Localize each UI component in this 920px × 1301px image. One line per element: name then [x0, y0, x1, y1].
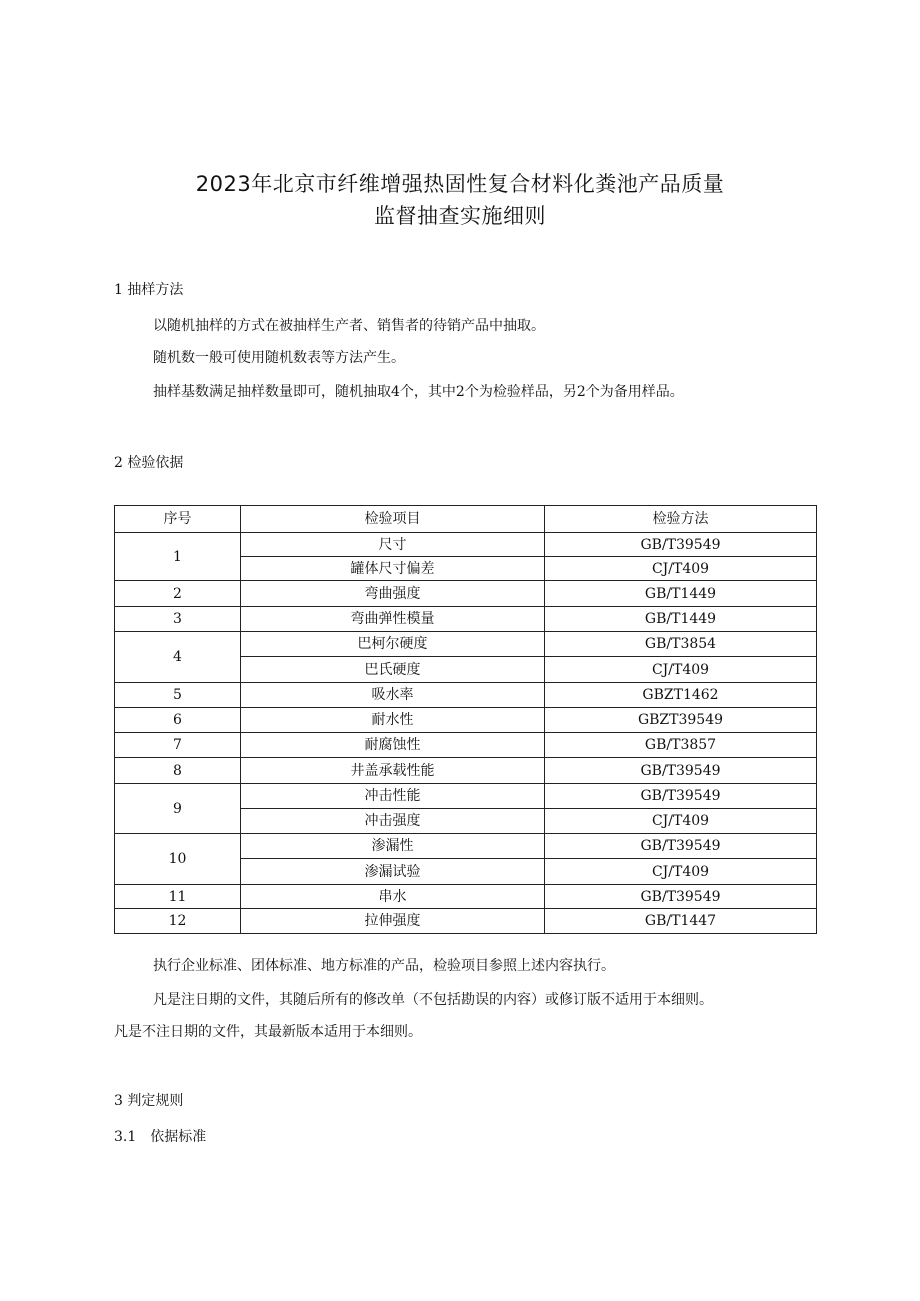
table-cell-item: 渗漏性 [241, 834, 545, 859]
table-row [115, 607, 817, 632]
table-cell-item: 井盖承载性能 [241, 758, 545, 784]
table-cell-method: GB/T39549 [545, 533, 817, 557]
table-cell-method: GB/T3857 [545, 733, 817, 758]
table-cell-item: 巴氏硬度 [241, 657, 545, 683]
table-header-cell: 检验方法 [545, 506, 817, 533]
table-cell-no: 12 [115, 909, 241, 934]
table-cell-item: 渗漏试验 [241, 859, 545, 885]
table-row [115, 909, 817, 934]
section1-paragraph: 以随机抽样的方式在被抽样生产者、销售者的待销产品中抽取。 [153, 318, 545, 334]
table-cell-method: CJ/T409 [545, 809, 817, 834]
section2-note: 执行企业标准、团体标准、地方标准的产品，检验项目参照上述内容执行。 [153, 958, 615, 974]
table-cell-item: 吸水率 [241, 683, 545, 708]
table-cell-method: GB/T1447 [545, 909, 817, 934]
table-row [115, 733, 817, 758]
table-cell-item: 巴柯尔硬度 [241, 632, 545, 657]
table-cell-method: CJ/T409 [545, 557, 817, 581]
table-cell-method: CJ/T409 [545, 859, 817, 885]
section3-heading: 3 判定规则 [114, 1093, 184, 1109]
table-header-row [115, 506, 817, 533]
table-row [115, 885, 817, 909]
table-cell-no: 10 [115, 834, 241, 885]
table-cell-item: 拉伸强度 [241, 909, 545, 934]
table-row [115, 784, 817, 809]
table-cell-no: 3 [115, 607, 241, 632]
table-header-cell: 序号 [115, 506, 241, 533]
section2-note: 凡是注日期的文件，其随后所有的修改单（不包括勘误的内容）或修订版不适用于本细则。 [153, 992, 713, 1008]
table-cell-item: 罐体尺寸偏差 [241, 557, 545, 581]
table-row [115, 632, 817, 657]
table-header-cell: 检验项目 [241, 506, 545, 533]
table-cell-no: 11 [115, 885, 241, 909]
table-cell-no: 8 [115, 758, 241, 784]
inspection-basis-table [114, 505, 817, 934]
table-cell-item: 尺寸 [241, 533, 545, 557]
section3-subheading: 3.1 依据标准 [114, 1129, 207, 1145]
table-cell-item: 弯曲弹性模量 [241, 607, 545, 632]
table-cell-item: 耐水性 [241, 708, 545, 733]
table-cell-method: GB/T39549 [545, 758, 817, 784]
section2-note: 凡是不注日期的文件，其最新版本适用于本细则。 [114, 1024, 422, 1040]
table-cell-method: CJ/T409 [545, 657, 817, 683]
section1-heading: 1 抽样方法 [114, 282, 184, 298]
table-cell-no: 5 [115, 683, 241, 708]
table-cell-item: 冲击性能 [241, 784, 545, 809]
table-cell-item: 耐腐蚀性 [241, 733, 545, 758]
table-cell-method: GB/T39549 [545, 834, 817, 859]
table-cell-no: 6 [115, 708, 241, 733]
section1-paragraph: 抽样基数满足抽样数量即可，随机抽取4个，其中2个为检验样品，另2个为备用样品。 [153, 384, 684, 400]
table-cell-method: GB/T39549 [545, 885, 817, 909]
table-cell-no: 4 [115, 632, 241, 683]
table-cell-no: 9 [115, 784, 241, 834]
table-cell-method: GBZT39549 [545, 708, 817, 733]
table-cell-item: 冲击强度 [241, 809, 545, 834]
table-cell-item: 串水 [241, 885, 545, 909]
document-title-line2: 监督抽查实施细则 [374, 204, 546, 228]
table-row [115, 683, 817, 708]
section2-heading: 2 检验依据 [114, 455, 184, 471]
table-cell-no: 7 [115, 733, 241, 758]
section1-paragraph: 随机数一般可使用随机数表等方法产生。 [153, 350, 405, 366]
table-cell-no: 1 [115, 533, 241, 581]
table-cell-method: GBZT1462 [545, 683, 817, 708]
table-row [115, 581, 817, 607]
table-row [115, 533, 817, 557]
table-row [115, 758, 817, 784]
table-cell-item: 弯曲强度 [241, 581, 545, 607]
document-title-line1: 2023年北京市纤维增强热固性复合材料化粪池产品质量 [195, 172, 725, 196]
table-cell-method: GB/T1449 [545, 581, 817, 607]
table-row [115, 834, 817, 859]
table-cell-method: GB/T3854 [545, 632, 817, 657]
table-cell-no: 2 [115, 581, 241, 607]
table-row [115, 708, 817, 733]
table-cell-method: GB/T39549 [545, 784, 817, 809]
table-cell-method: GB/T1449 [545, 607, 817, 632]
